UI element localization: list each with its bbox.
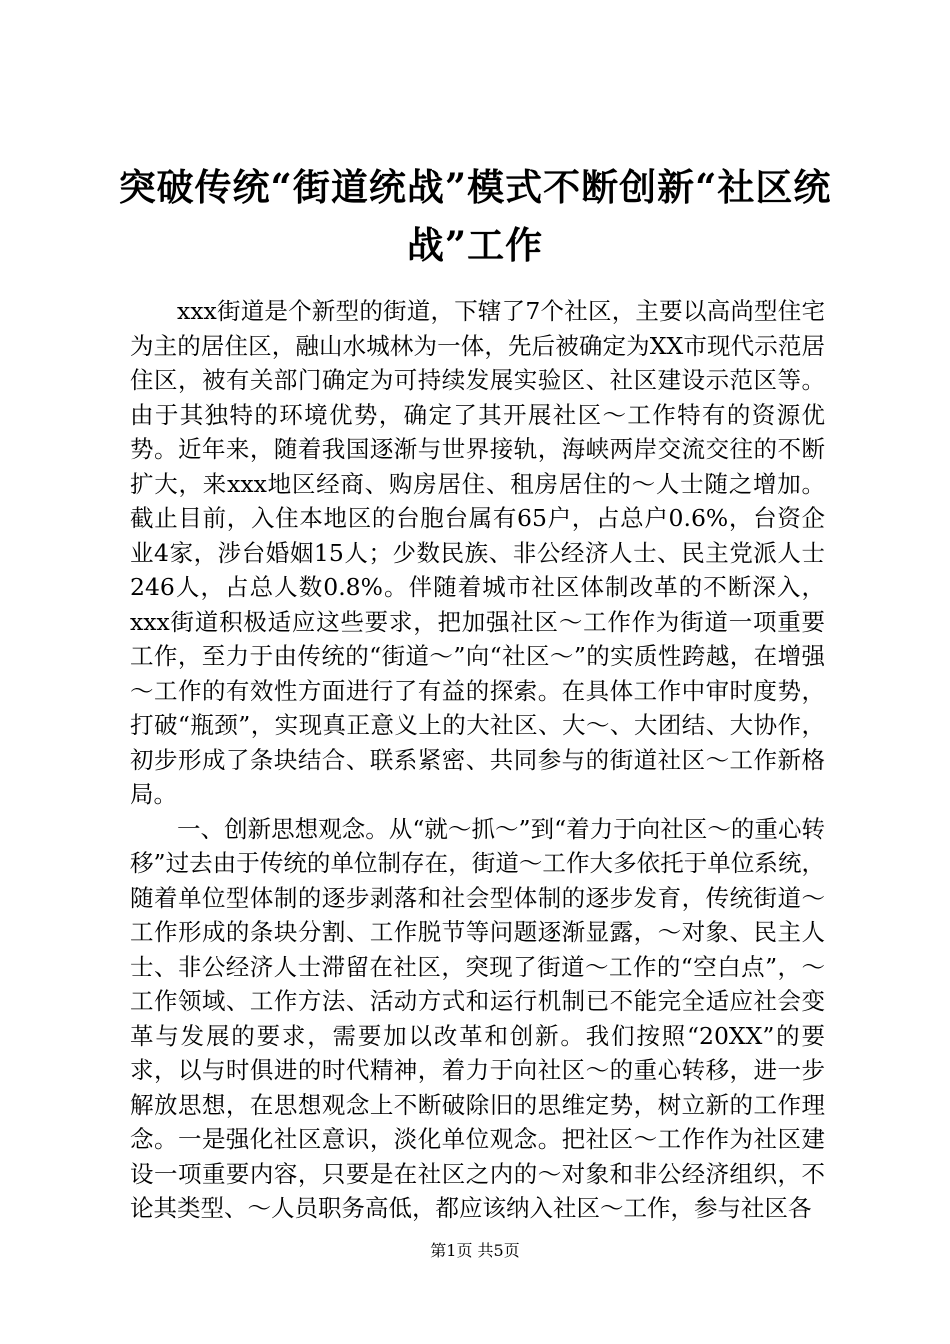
paragraph-section-one: 一、创新思想观念。从“就～抓～”到“着力于向社区～的重心转移”过去由于传统的单位制存在，街道～工作大多依托于单位系统，随着单位型体制的逐步剥落和社会型体制的逐步发育，传统街道～工作形成的条块分割、工作脱节等问题逐渐显露，～对象、民主人士、非公经济人士滞留在社区，突现了街道～工作的“空白点”，～工作领域、工作方法、活动方式和运行机制已不能完全适应社会变革与发展的要求，需要加以改革和创新。我们按照“20XX”的要求，以与时俱进的时代精神，着力于向社区～的重心转移，进一步解放思想，在思想观念上不断破除旧的思维定势，树立新的工作理念。一是强化社区意识，淡化单位观念。把社区～工作作为社区建设一项重要内容，只要是在社区之内的～对象和非公经济组织，不论其类型、～人员职务高低，都应该纳入社区～工作，参与社区各	[130, 814, 825, 1222]
document-body	[130, 294, 825, 1226]
paragraph-intro: xxx街道是个新型的街道，下辖了7个社区，主要以高尚型住宅为主的居住区，融山水城林为一体，先后被确定为XX市现代示范居住区，被有关部门确定为可持续发展实验区、社区建设示范区等。由于其独特的环境优势，确定了其开展社区～工作特有的资源优势。近年来，随着我国逐渐与世界接轨，海峡两岸交流交往的不断扩大，来xxx地区经商、购房居住、租房居住的～人士随之增加。截止目前，入住本地区的台胞台属有65户，占总户0.6%，台资企业4家，涉台婚姻15人；少数民族、非公经济人士、民主党派人士246人，占总人数0.8%。伴随着城市社区体制改革的不断深入，xxx街道积极适应这些要求，把加强社区～工作作为街道一项重要工作，至力于由传统的“街道～”向“社区～”的实质性跨越，在增强～工作的有效性方面进行了有益的探索。在具体工作中审时度势，打破“瓶颈”，实现真正意义上的大社区、大～、大团结、大协作，初步形成了条块结合、联系紧密、共同参与的街道社区～工作新格局。	[130, 297, 825, 808]
document-title: 突破传统“街道统战”模式不断创新“社区统战”工作	[118, 165, 832, 267]
page-number-footer: 第1页 共5页	[430, 1241, 520, 1260]
